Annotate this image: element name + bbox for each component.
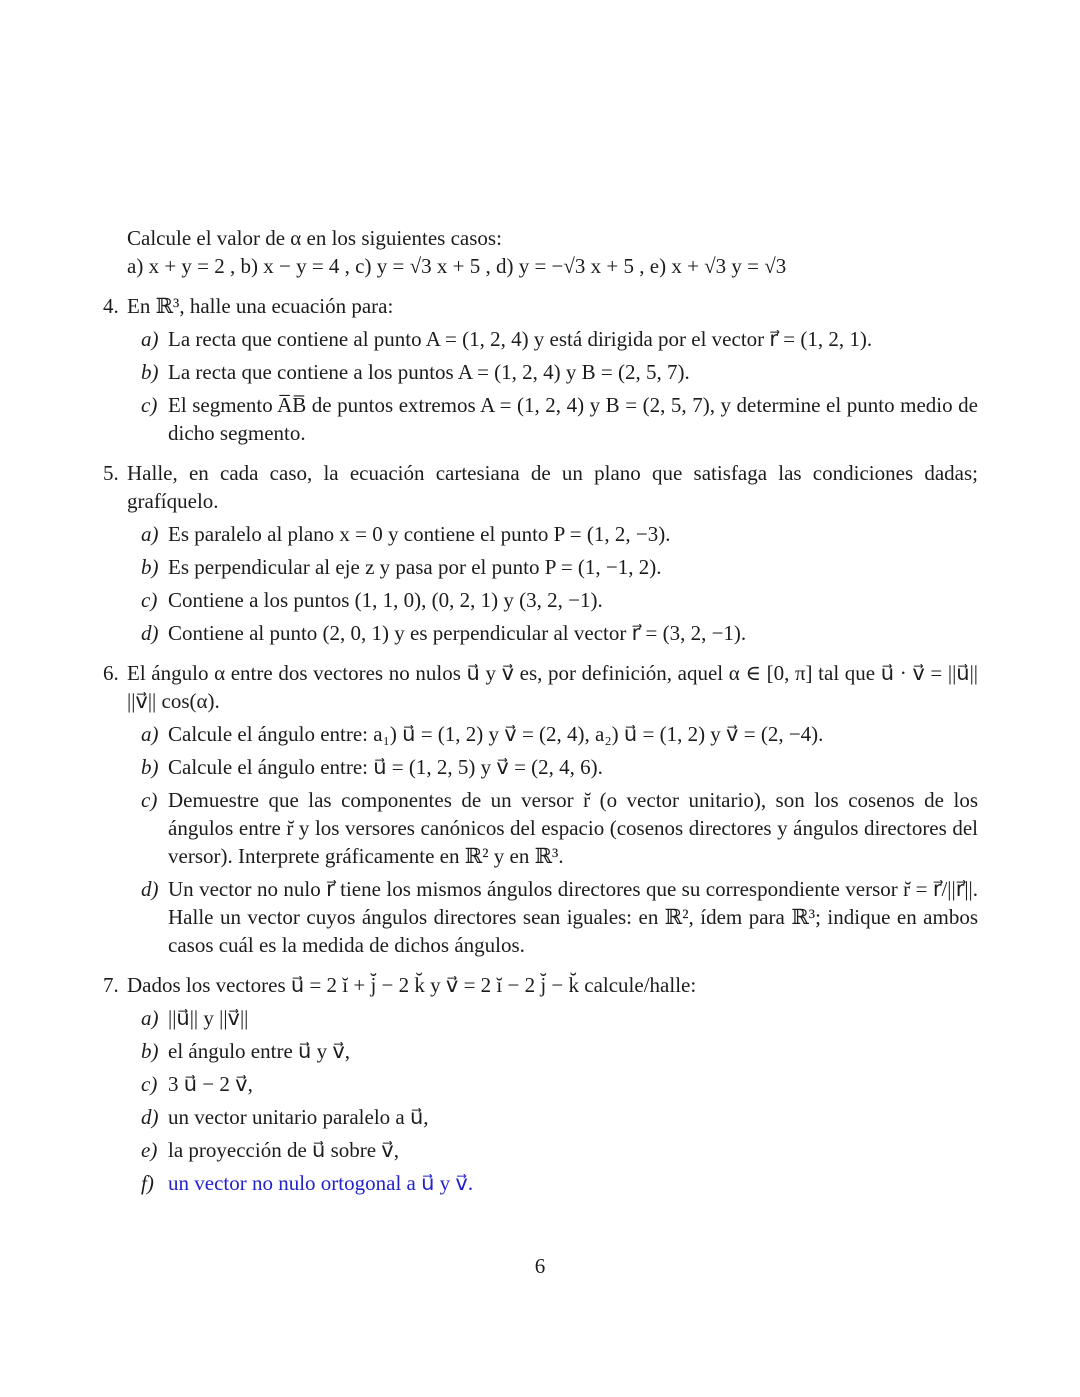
problem-text: Halle, en cada caso, la ecuación cartesiana de un plano que satisfaga las condiciones dadas; grafíquelo. xyxy=(127,461,978,513)
subitem-text: Es paralelo al plano x = 0 y contiene el punto P = (1, 2, −3). xyxy=(168,522,671,546)
subitem-text: Es perpendicular al eje z y pasa por el punto P = (1, −1, 2). xyxy=(168,555,662,579)
subitem-label: c) xyxy=(141,588,158,612)
problem-number: 7. xyxy=(103,973,119,997)
subitem-label: d) xyxy=(141,1105,159,1129)
subitem xyxy=(141,1070,978,1098)
problem-heading xyxy=(103,971,978,999)
problem xyxy=(103,971,978,1197)
subitem-label: f) xyxy=(141,1171,154,1195)
problem xyxy=(103,292,978,447)
problem-heading xyxy=(103,659,978,715)
subitem xyxy=(141,520,978,548)
problem-text: En ℝ³, halle una ecuación para: xyxy=(127,294,394,318)
problem-number: 4. xyxy=(103,294,119,318)
subitem-label: a) xyxy=(141,1006,159,1030)
subitem-text: Calcule el ángulo entre: u⃗ = (1, 2, 5) y v⃗ = (2, 4, 6). xyxy=(168,755,603,779)
problem-subitems xyxy=(141,325,978,447)
subitem-label: b) xyxy=(141,360,159,384)
problem-subitems xyxy=(141,720,978,959)
problem-list xyxy=(103,292,978,1197)
subitem xyxy=(141,619,978,647)
problem-subitems xyxy=(141,1004,978,1197)
subitem xyxy=(141,1004,978,1032)
subitem-label: a) xyxy=(141,722,159,746)
problem-number: 6. xyxy=(103,661,119,685)
subitem-text: Demuestre que las componentes de un versor r̆ (o vector unitario), son los cosenos de los ángulos entre r̆ y los versores canónicos del espacio (cosenos directores y ángulos directores del versor). Interprete gráficamente en ℝ² y en ℝ³. xyxy=(168,788,978,868)
subitem-text: Contiene a los puntos (1, 1, 0), (0, 2, 1) y (3, 2, −1). xyxy=(168,588,603,612)
subitem-text: ||u⃗|| y ||v⃗|| xyxy=(168,1006,249,1030)
problem xyxy=(103,459,978,647)
subitem-label: b) xyxy=(141,1039,159,1063)
problem-heading xyxy=(103,292,978,320)
subitem-label: c) xyxy=(141,788,158,812)
intro-equations: a) x + y = 2 , b) x − y = 4 , c) y = √3 x + 5 , d) y = −√3 x + 5 , e) x + √3 y = √3 xyxy=(127,254,787,278)
subitem xyxy=(141,875,978,959)
subitem xyxy=(141,1103,978,1131)
subitem-label: a) xyxy=(141,327,159,351)
subitem-text: el ángulo entre u⃗ y v⃗, xyxy=(168,1039,351,1063)
subitem xyxy=(141,586,978,614)
problem-subitems xyxy=(141,520,978,647)
problem-text: El ángulo α entre dos vectores no nulos u⃗ y v⃗ es, por definición, aquel α ∈ [0, π] tal que u⃗ · v⃗ = ||u⃗|| ||v⃗|| cos(α). xyxy=(127,661,978,713)
page-number: 6 xyxy=(534,1254,546,1278)
subitem xyxy=(141,391,978,447)
problem-heading xyxy=(103,459,978,515)
subitem-label: d) xyxy=(141,877,159,901)
subitem-text: El segmento A̅B̅ de puntos extremos A = (1, 2, 4) y B = (2, 5, 7), y determine el punto medio de dicho segmento. xyxy=(168,393,978,445)
subitem-text: un vector unitario paralelo a u⃗, xyxy=(168,1105,429,1129)
subitem xyxy=(141,1136,978,1164)
subitem-label: c) xyxy=(141,1072,158,1096)
subitem xyxy=(141,720,978,748)
subitem xyxy=(141,1037,978,1065)
subitem-text: Calcule el ángulo entre: a₁) u⃗ = (1, 2) y v⃗ = (2, 4), a₂) u⃗ = (1, 2) y v⃗ = (2, −4). xyxy=(168,722,824,746)
subitem xyxy=(141,753,978,781)
subitem-text: Un vector no nulo r⃗ tiene los mismos ángulos directores que su correspondiente versor r̆ = r⃗/||r⃗||. Halle un vector cuyos ángulos directores sean iguales: en ℝ², ídem para ℝ³; indique en ambos casos cuál es la medida de dichos ángulos. xyxy=(168,877,978,957)
subitem xyxy=(141,553,978,581)
problem-number: 5. xyxy=(103,461,119,485)
intro-line: Calcule el valor de α en los siguientes casos: xyxy=(127,226,502,250)
subitem xyxy=(141,358,978,386)
subitem-label: d) xyxy=(141,621,159,645)
subitem-label: e) xyxy=(141,1138,158,1162)
subitem xyxy=(141,1169,978,1197)
subitem-label: b) xyxy=(141,555,159,579)
problem xyxy=(103,659,978,959)
subitem-label: c) xyxy=(141,393,158,417)
subitem-text: la proyección de u⃗ sobre v⃗, xyxy=(168,1138,399,1162)
subitem-label: a) xyxy=(141,522,159,546)
subitem-label: b) xyxy=(141,755,159,779)
subitem-text: 3 u⃗ − 2 v⃗, xyxy=(168,1072,253,1096)
subitem xyxy=(141,325,978,353)
problem-text: Dados los vectores u⃗ = 2 ĭ + j̆ − 2 k̆ y v⃗ = 2 ĭ − 2 j̆ − k̆ calcule/halle: xyxy=(127,973,697,997)
subitem-text: un vector no nulo ortogonal a u⃗ y v⃗. xyxy=(168,1171,474,1195)
subitem-text: La recta que contiene a los puntos A = (1, 2, 4) y B = (2, 5, 7). xyxy=(168,360,690,384)
subitem-text: La recta que contiene al punto A = (1, 2, 4) y está dirigida por el vector r⃗ = (1, 2, 1). xyxy=(168,327,873,351)
page-content xyxy=(103,224,978,1197)
subitem-text: Contiene al punto (2, 0, 1) y es perpendicular al vector r⃗ = (3, 2, −1). xyxy=(168,621,747,645)
subitem xyxy=(141,786,978,870)
